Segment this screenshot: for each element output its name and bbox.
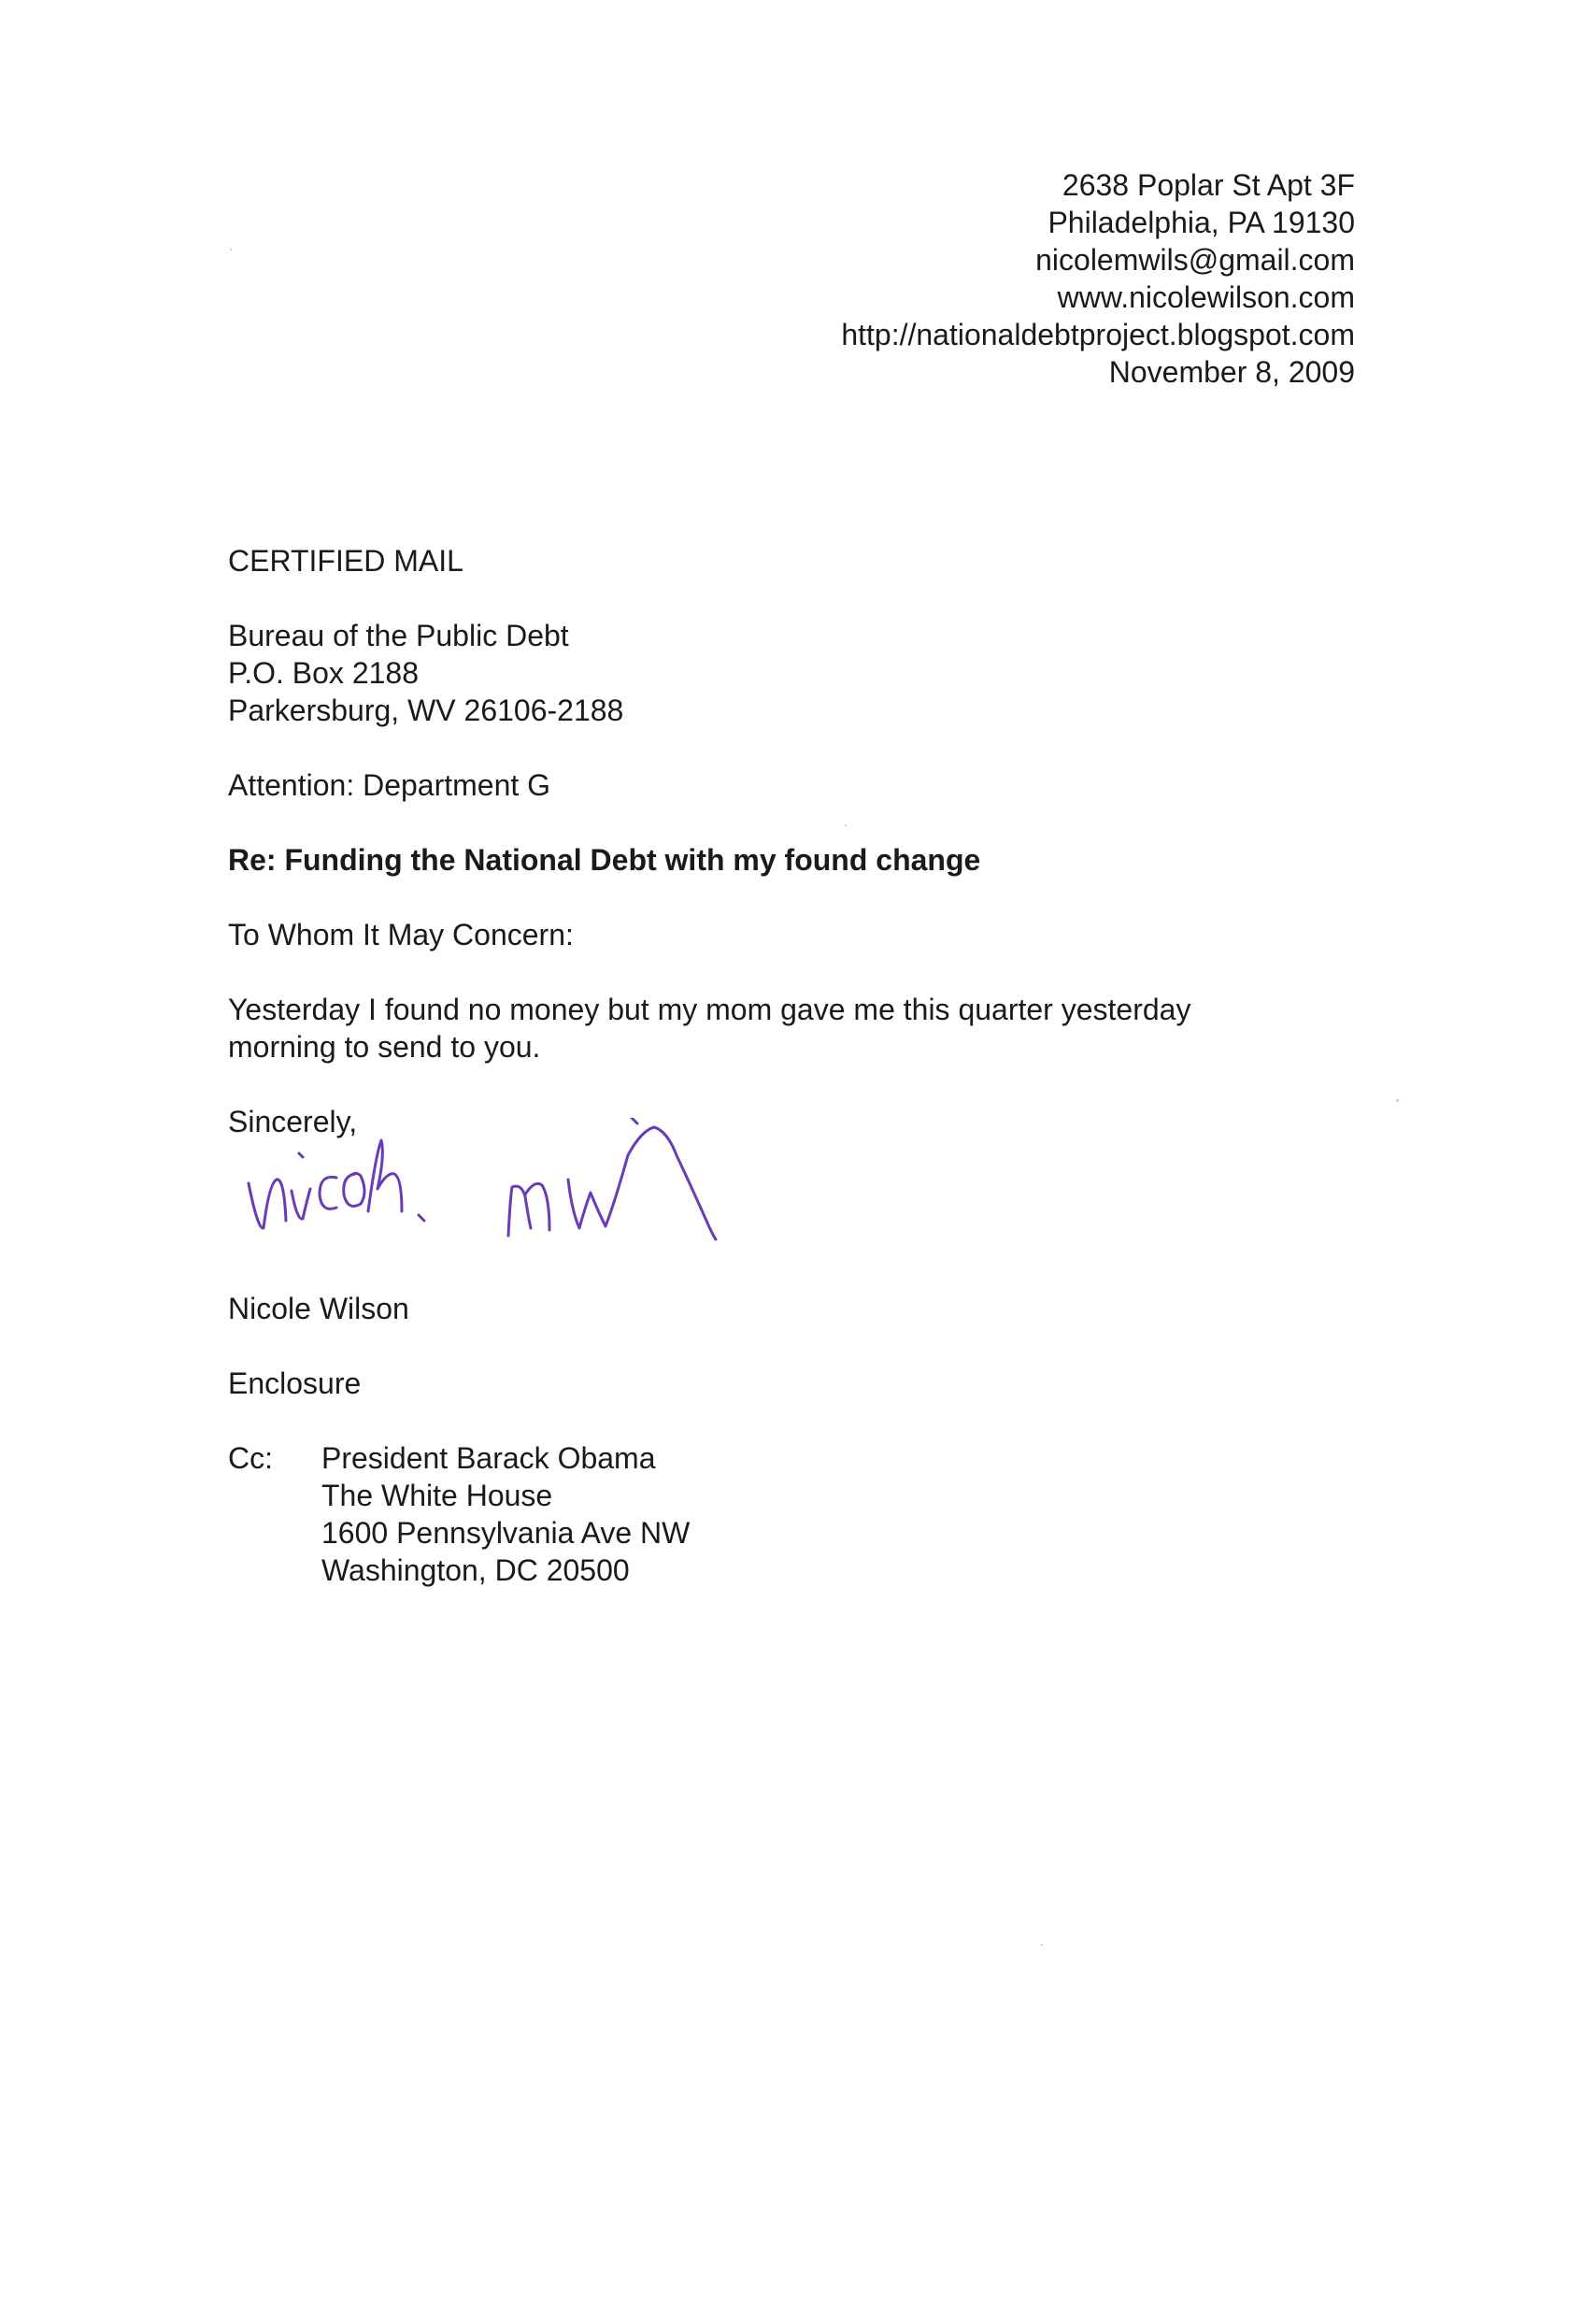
sender-address-line1: 2638 Poplar St Apt 3F xyxy=(1062,168,1355,202)
recipient-city-state-zip: Parkersburg, WV 26106-2188 xyxy=(228,694,624,727)
signer-name: Nicole Wilson xyxy=(228,1292,409,1325)
attention-line: Attention: Department G xyxy=(228,768,551,802)
subject-line: Re: Funding the National Debt with my found change xyxy=(228,843,981,877)
recipient-po-box: P.O. Box 2188 xyxy=(228,656,419,690)
cc-label: Cc: xyxy=(228,1441,273,1475)
cc-org: The White House xyxy=(321,1479,553,1512)
sender-email: nicolemwils@gmail.com xyxy=(1035,243,1355,277)
salutation: To Whom It May Concern: xyxy=(228,918,574,951)
body-line: morning to send to you. xyxy=(228,1030,541,1064)
recipient-name: Bureau of the Public Debt xyxy=(228,619,569,652)
mail-type: CERTIFIED MAIL xyxy=(228,544,463,578)
scan-speck xyxy=(845,824,847,826)
handwritten-signature xyxy=(245,1118,805,1267)
cc-name: President Barack Obama xyxy=(321,1441,656,1475)
scan-speck xyxy=(1396,1099,1399,1102)
letter-date: November 8, 2009 xyxy=(1108,355,1355,389)
cc-street: 1600 Pennsylvania Ave NW xyxy=(321,1516,691,1550)
closing: Sincerely, xyxy=(228,1105,358,1138)
enclosure-note: Enclosure xyxy=(228,1366,362,1400)
scan-speck xyxy=(1041,1944,1043,1946)
sender-blog: http://nationaldebtproject.blogspot.com xyxy=(841,318,1355,351)
scan-speck xyxy=(230,249,232,250)
sender-address-line2: Philadelphia, PA 19130 xyxy=(1047,206,1355,239)
cc-city-state-zip: Washington, DC 20500 xyxy=(321,1553,630,1587)
sender-website: www.nicolewilson.com xyxy=(1057,280,1355,314)
body-line: Yesterday I found no money but my mom gave me this quarter yesterday xyxy=(228,993,1191,1026)
